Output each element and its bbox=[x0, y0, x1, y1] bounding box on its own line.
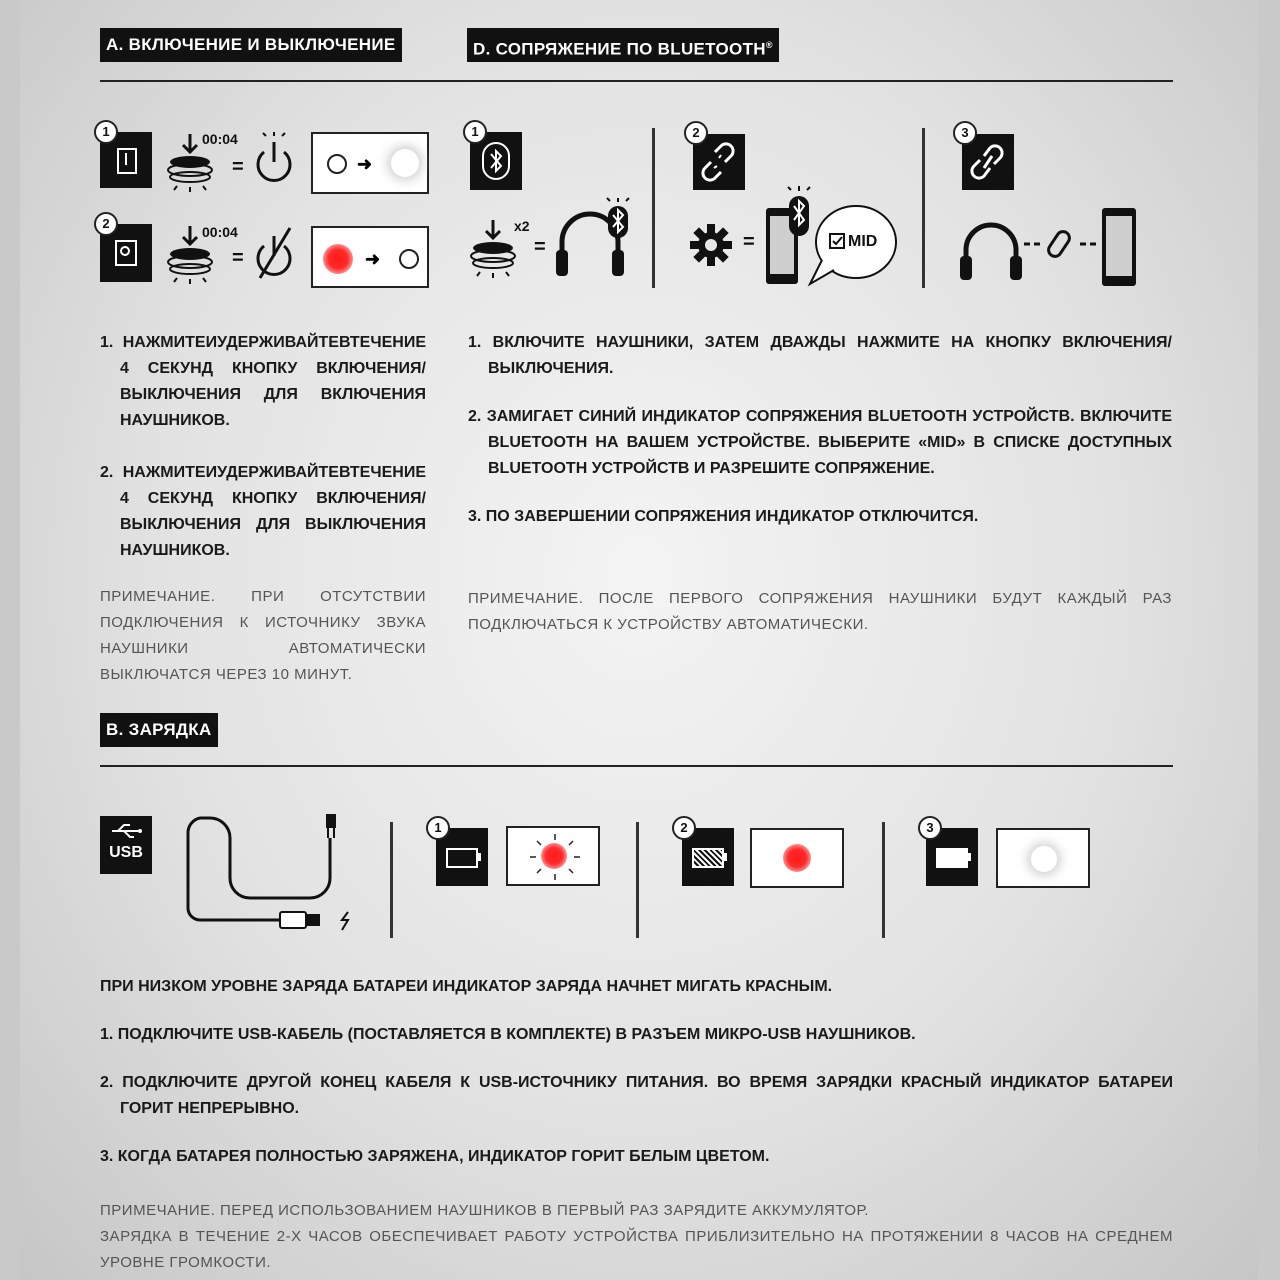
timer-label: 00:04 bbox=[202, 131, 238, 147]
usb-cable-icon bbox=[180, 808, 360, 938]
step-number: 3 bbox=[953, 121, 977, 145]
step-number: 2 bbox=[94, 212, 118, 236]
registered-mark: ® bbox=[765, 40, 773, 50]
section-divider bbox=[100, 765, 1173, 767]
step-number: 1 bbox=[463, 120, 487, 144]
column-separator bbox=[922, 128, 925, 288]
device-name-label: MID bbox=[848, 233, 878, 250]
charge-step-3: 3. КОГДА БАТАРЕЯ ПОЛНОСТЬЮ ЗАРЯЖЕНА, ИНДИКАТОР ГОРИТ БЕЛЫМ ЦВЕТОМ. bbox=[100, 1148, 770, 1165]
smartphone-icon bbox=[1102, 208, 1136, 286]
step-number: 1 bbox=[426, 816, 450, 840]
led-red-to-off-indicator bbox=[311, 226, 429, 288]
usb-label: USB bbox=[109, 844, 143, 861]
equals-sign: = bbox=[534, 236, 546, 258]
section-b-title: B. ЗАРЯДКА bbox=[106, 720, 212, 739]
step-number: 2 bbox=[684, 121, 708, 145]
led-off-icon bbox=[399, 249, 419, 269]
bt-step-2: 2. ЗАМИГАЕТ СИНИЙ ИНДИКАТОР СОПРЯЖЕНИЯ BLUETOOTH УСТРОЙСТВ. ВКЛЮЧИТЕ BLUETOOTH НА ВАШЕМ УСТРОЙСТВЕ. ВЫБЕРИТЕ «MID» В СПИСКЕ ДОСТУПНЫХ BLUETOOTH УСТРОЙСТВ И РАЗРЕШИТЕ СОПРЯЖЕНИЕ. bbox=[468, 408, 1172, 477]
charge-note-1: ПРИМЕЧАНИЕ. ПЕРЕД ИСПОЛЬЗОВАНИЕМ НАУШНИКОВ В ПЕРВЫЙ РАЗ ЗАРЯДИТЕ АККУМУЛЯТОР. bbox=[100, 1202, 869, 1219]
charge-text bbox=[100, 974, 1173, 1170]
bt-steps bbox=[468, 330, 1172, 530]
column-separator bbox=[390, 822, 393, 938]
led-red-blinking-indicator bbox=[506, 826, 600, 886]
power-steps bbox=[100, 330, 426, 564]
column-separator bbox=[636, 822, 639, 938]
power-step-2: 2. НАЖМИТЕИУДЕРЖИВАЙТЕВТЕЧЕНИЕ 4 СЕКУНД КНОПКУ ВКЛЮЧЕНИЯ/ ВЫКЛЮЧЕНИЯ ДЛЯ ВЫКЛЮЧЕНИЯ НАУШНИКОВ. bbox=[100, 464, 426, 559]
gear-icon bbox=[688, 222, 734, 268]
power-note: ПРИМЕЧАНИЕ. ПРИ ОТСУТСТВИИ ПОДКЛЮЧЕНИЯ К ИСТОЧНИКУ ЗВУКА НАУШНИКИ АВТОМАТИЧЕСКИ ВЫКЛЮЧАТСЯ ЧЕРЕЗ 10 МИНУТ. bbox=[100, 588, 426, 683]
charge-step-1: 1. ПОДКЛЮЧИТЕ USB-КАБЕЛЬ (ПОСТАВЛЯЕТСЯ В КОМПЛЕКТЕ) В РАЗЪЕМ МИКРО-USB НАУШНИКОВ. bbox=[100, 1026, 916, 1043]
timer-label: 00:04 bbox=[202, 224, 238, 240]
led-white-indicator bbox=[996, 828, 1090, 888]
equals-sign: = bbox=[232, 247, 244, 269]
arrow-right-icon: ➜ bbox=[365, 249, 381, 269]
press-button-icon bbox=[468, 218, 518, 278]
headphones-bluetooth-icon bbox=[552, 196, 632, 284]
section-b-header bbox=[100, 713, 218, 747]
led-white-icon bbox=[1031, 846, 1057, 872]
power-off-icon bbox=[252, 222, 296, 284]
section-divider bbox=[100, 80, 1173, 82]
times-two-label: x2 bbox=[514, 218, 530, 234]
led-red-icon bbox=[323, 244, 353, 274]
led-off-icon bbox=[327, 154, 347, 174]
bt-step-3: 3. ПО ЗАВЕРШЕНИИ СОПРЯЖЕНИЯ ИНДИКАТОР ОТКЛЮЧИТСЯ. bbox=[468, 508, 979, 525]
led-off-to-white-indicator bbox=[311, 132, 429, 194]
section-a-header bbox=[100, 28, 402, 62]
charge-step-2: 2. ПОДКЛЮЧИТЕ ДРУГОЙ КОНЕЦ КАБЕЛЯ К USB-ИСТОЧНИКУ ПИТАНИЯ. ВО ВРЕМЯ ЗАРЯДКИ КРАСНЫЙ ИНДИКАТОР БАТАРЕИ ГОРИТ НЕПРЕРЫВНО. bbox=[100, 1074, 1173, 1117]
section-d-title: D. СОПРЯЖЕНИЕ ПО BLUETOOTH bbox=[473, 39, 766, 59]
blink-rays-icon bbox=[526, 832, 584, 882]
manual-page bbox=[20, 0, 1258, 1280]
link-dashed-icon bbox=[1022, 222, 1102, 266]
column-separator bbox=[882, 822, 885, 938]
charge-note-2: ЗАРЯДКА В ТЕЧЕНИЕ 2-Х ЧАСОВ ОБЕСПЕЧИВАЕТ РАБОТУ УСТРОЙСТВА ПРИБЛИЗИТЕЛЬНО НА ПРОТЯЖЕНИИ 8 ЧАСОВ НА СРЕДНЕМ УРОВНЕ ГРОМКОСТИ. bbox=[100, 1228, 1173, 1271]
led-red-steady-indicator bbox=[750, 828, 844, 888]
headphones-icon bbox=[958, 212, 1024, 282]
usb-icon bbox=[100, 816, 152, 874]
led-white-icon bbox=[391, 149, 419, 177]
led-red-icon bbox=[783, 844, 811, 872]
column-separator bbox=[652, 128, 655, 288]
section-a-title: A. ВКЛЮЧЕНИЕ И ВЫКЛЮЧЕНИЕ bbox=[106, 35, 396, 54]
section-d-header bbox=[467, 28, 779, 62]
arrow-right-icon: ➜ bbox=[357, 154, 373, 174]
power-button-icon bbox=[252, 130, 296, 190]
step-number: 3 bbox=[918, 816, 942, 840]
bt-note: ПРИМЕЧАНИЕ. ПОСЛЕ ПЕРВОГО СОПРЯЖЕНИЯ НАУШНИКИ БУДУТ КАЖДЫЙ РАЗ ПОДКЛЮЧАТЬСЯ К УСТРОЙСТВУ АВТОМАТИЧЕСКИ. bbox=[468, 590, 1172, 633]
equals-sign: = bbox=[743, 231, 755, 253]
power-step-1: 1. НАЖМИТЕИУДЕРЖИВАЙТЕВТЕЧЕНИЕ 4 СЕКУНД КНОПКУ ВКЛЮЧЕНИЯ/ ВЫКЛЮЧЕНИЯ ДЛЯ ВКЛЮЧЕНИЯ НАУШНИКОВ. bbox=[100, 334, 426, 429]
step-number: 1 bbox=[94, 120, 118, 144]
bt-step-1: 1. ВКЛЮЧИТЕ НАУШНИКИ, ЗАТЕМ ДВАЖДЫ НАЖМИТЕ НА КНОПКУ ВКЛЮЧЕНИЯ/ ВЫКЛЮЧЕНИЯ. bbox=[468, 334, 1172, 377]
step-number: 2 bbox=[672, 816, 696, 840]
charge-notes bbox=[100, 1198, 1173, 1276]
equals-sign: = bbox=[232, 156, 244, 178]
charge-intro: ПРИ НИЗКОМ УРОВНЕ ЗАРЯДА БАТАРЕИ ИНДИКАТОР ЗАРЯДА НАЧНЕТ МИГАТЬ КРАСНЫМ. bbox=[100, 978, 833, 995]
